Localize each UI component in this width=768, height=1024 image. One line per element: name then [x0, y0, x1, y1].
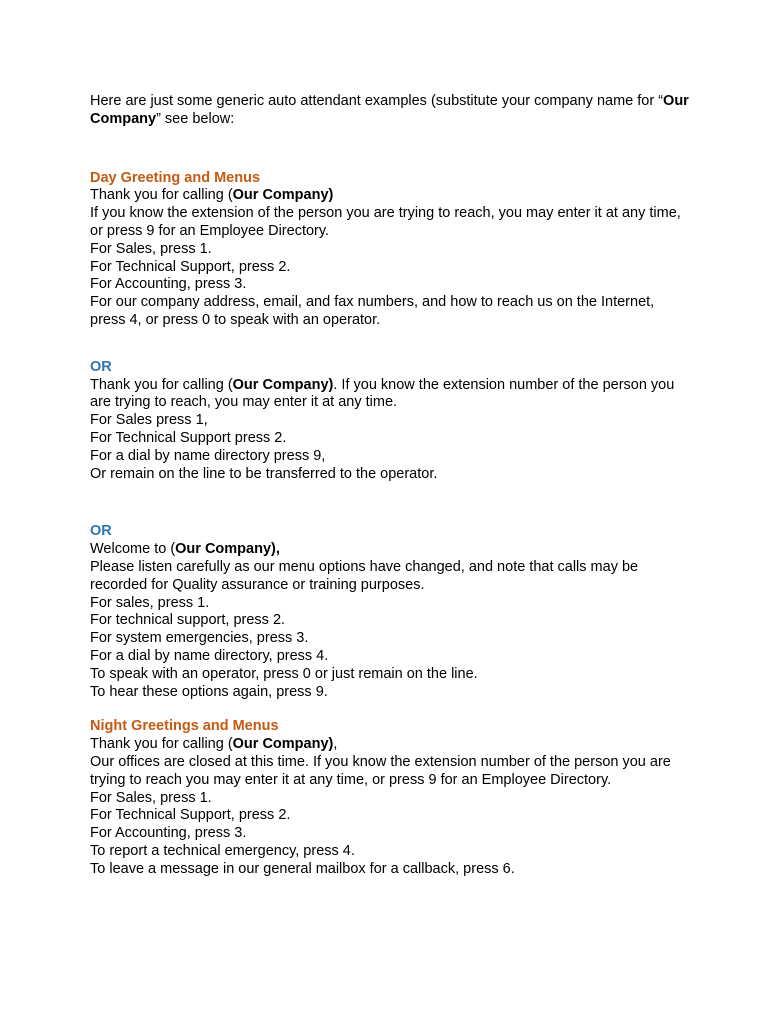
- menu-line: Or remain on the line to be transferred to the operator.: [90, 465, 438, 482]
- night-greeting-pre: Thank you for calling (: [90, 736, 233, 753]
- menu-line: To leave a message in our general mailbox for a callback, press 6.: [90, 860, 515, 877]
- night-greeting-section: [90, 718, 690, 878]
- or2-greeting-company: Our Company),: [175, 541, 280, 558]
- menu-line: To speak with an operator, press 0 or just remain on the line.: [90, 665, 478, 682]
- document-page: [90, 93, 690, 878]
- day-greeting-heading: Day Greeting and Menus: [90, 169, 261, 186]
- day-greeting-section: [90, 170, 690, 330]
- menu-line: For a dial by name directory press 9,: [90, 447, 326, 464]
- intro-paragraph: [90, 93, 690, 129]
- menu-line: For Sales, press 1.: [90, 789, 212, 806]
- day-greeting-pre: Thank you for calling (: [90, 187, 233, 204]
- menu-line: To report a technical emergency, press 4.: [90, 842, 355, 859]
- menu-line: To hear these options again, press 9.: [90, 683, 328, 700]
- or-alternative-1-section: [90, 359, 690, 484]
- menu-line: For system emergencies, press 3.: [90, 630, 309, 647]
- menu-line: For Technical Support, press 2.: [90, 807, 291, 824]
- or1-greeting-company: Our Company): [232, 376, 334, 393]
- menu-line: For Sales press 1,: [90, 412, 208, 429]
- menu-line: For Sales, press 1.: [90, 240, 212, 257]
- menu-line: For our company address, email, and fax numbers, and how to reach us on the Internet, press 4, or press 0 to speak with an operator.: [90, 294, 655, 328]
- or-heading: OR: [90, 523, 112, 540]
- or1-greeting-line: [90, 377, 690, 413]
- day-greeting-company: Our Company): [232, 187, 334, 204]
- menu-line: For Technical Support, press 2.: [90, 258, 291, 275]
- intro-company-name: Our Company: [90, 93, 689, 127]
- night-greeting-company: Our Company): [232, 736, 334, 753]
- menu-line: Our offices are closed at this time. If you know the extension number of the person you are trying to reach you may enter it at any time, or press 9 for an Employee Directory.: [90, 753, 671, 788]
- or1-greeting-pre: Thank you for calling (: [90, 376, 233, 393]
- menu-line: For sales, press 1.: [90, 594, 210, 611]
- night-greeting-post: ,: [333, 736, 338, 753]
- or2-greeting-pre: Welcome to (: [90, 541, 176, 558]
- or-heading: OR: [90, 358, 112, 375]
- intro-text-pre: Here are just some generic auto attendant examples (substitute your company name for “: [90, 93, 664, 109]
- intro-text-post: ” see below:: [156, 110, 235, 127]
- menu-line: For Accounting, press 3.: [90, 276, 247, 293]
- or2-greeting-line: [90, 541, 690, 559]
- day-greeting-line: [90, 187, 690, 205]
- or-alternative-2-section: [90, 523, 690, 701]
- menu-line: For technical support, press 2.: [90, 612, 286, 629]
- or1-greeting-post: . If you know the extension number of the person you are trying to reach, you may enter it at any time.: [90, 376, 675, 411]
- menu-line: For Accounting, press 3.: [90, 825, 247, 842]
- night-greeting-line: [90, 736, 690, 754]
- menu-line: Please listen carefully as our menu options have changed, and note that calls may be recorded for Quality assurance or training purposes.: [90, 558, 639, 593]
- night-greeting-heading: Night Greetings and Menus: [90, 718, 279, 735]
- menu-line: For Technical Support press 2.: [90, 429, 287, 446]
- menu-line: For a dial by name directory, press 4.: [90, 647, 329, 664]
- menu-line: If you know the extension of the person you are trying to reach, you may enter it at any time, or press 9 for an Employee Directory.: [90, 205, 681, 239]
